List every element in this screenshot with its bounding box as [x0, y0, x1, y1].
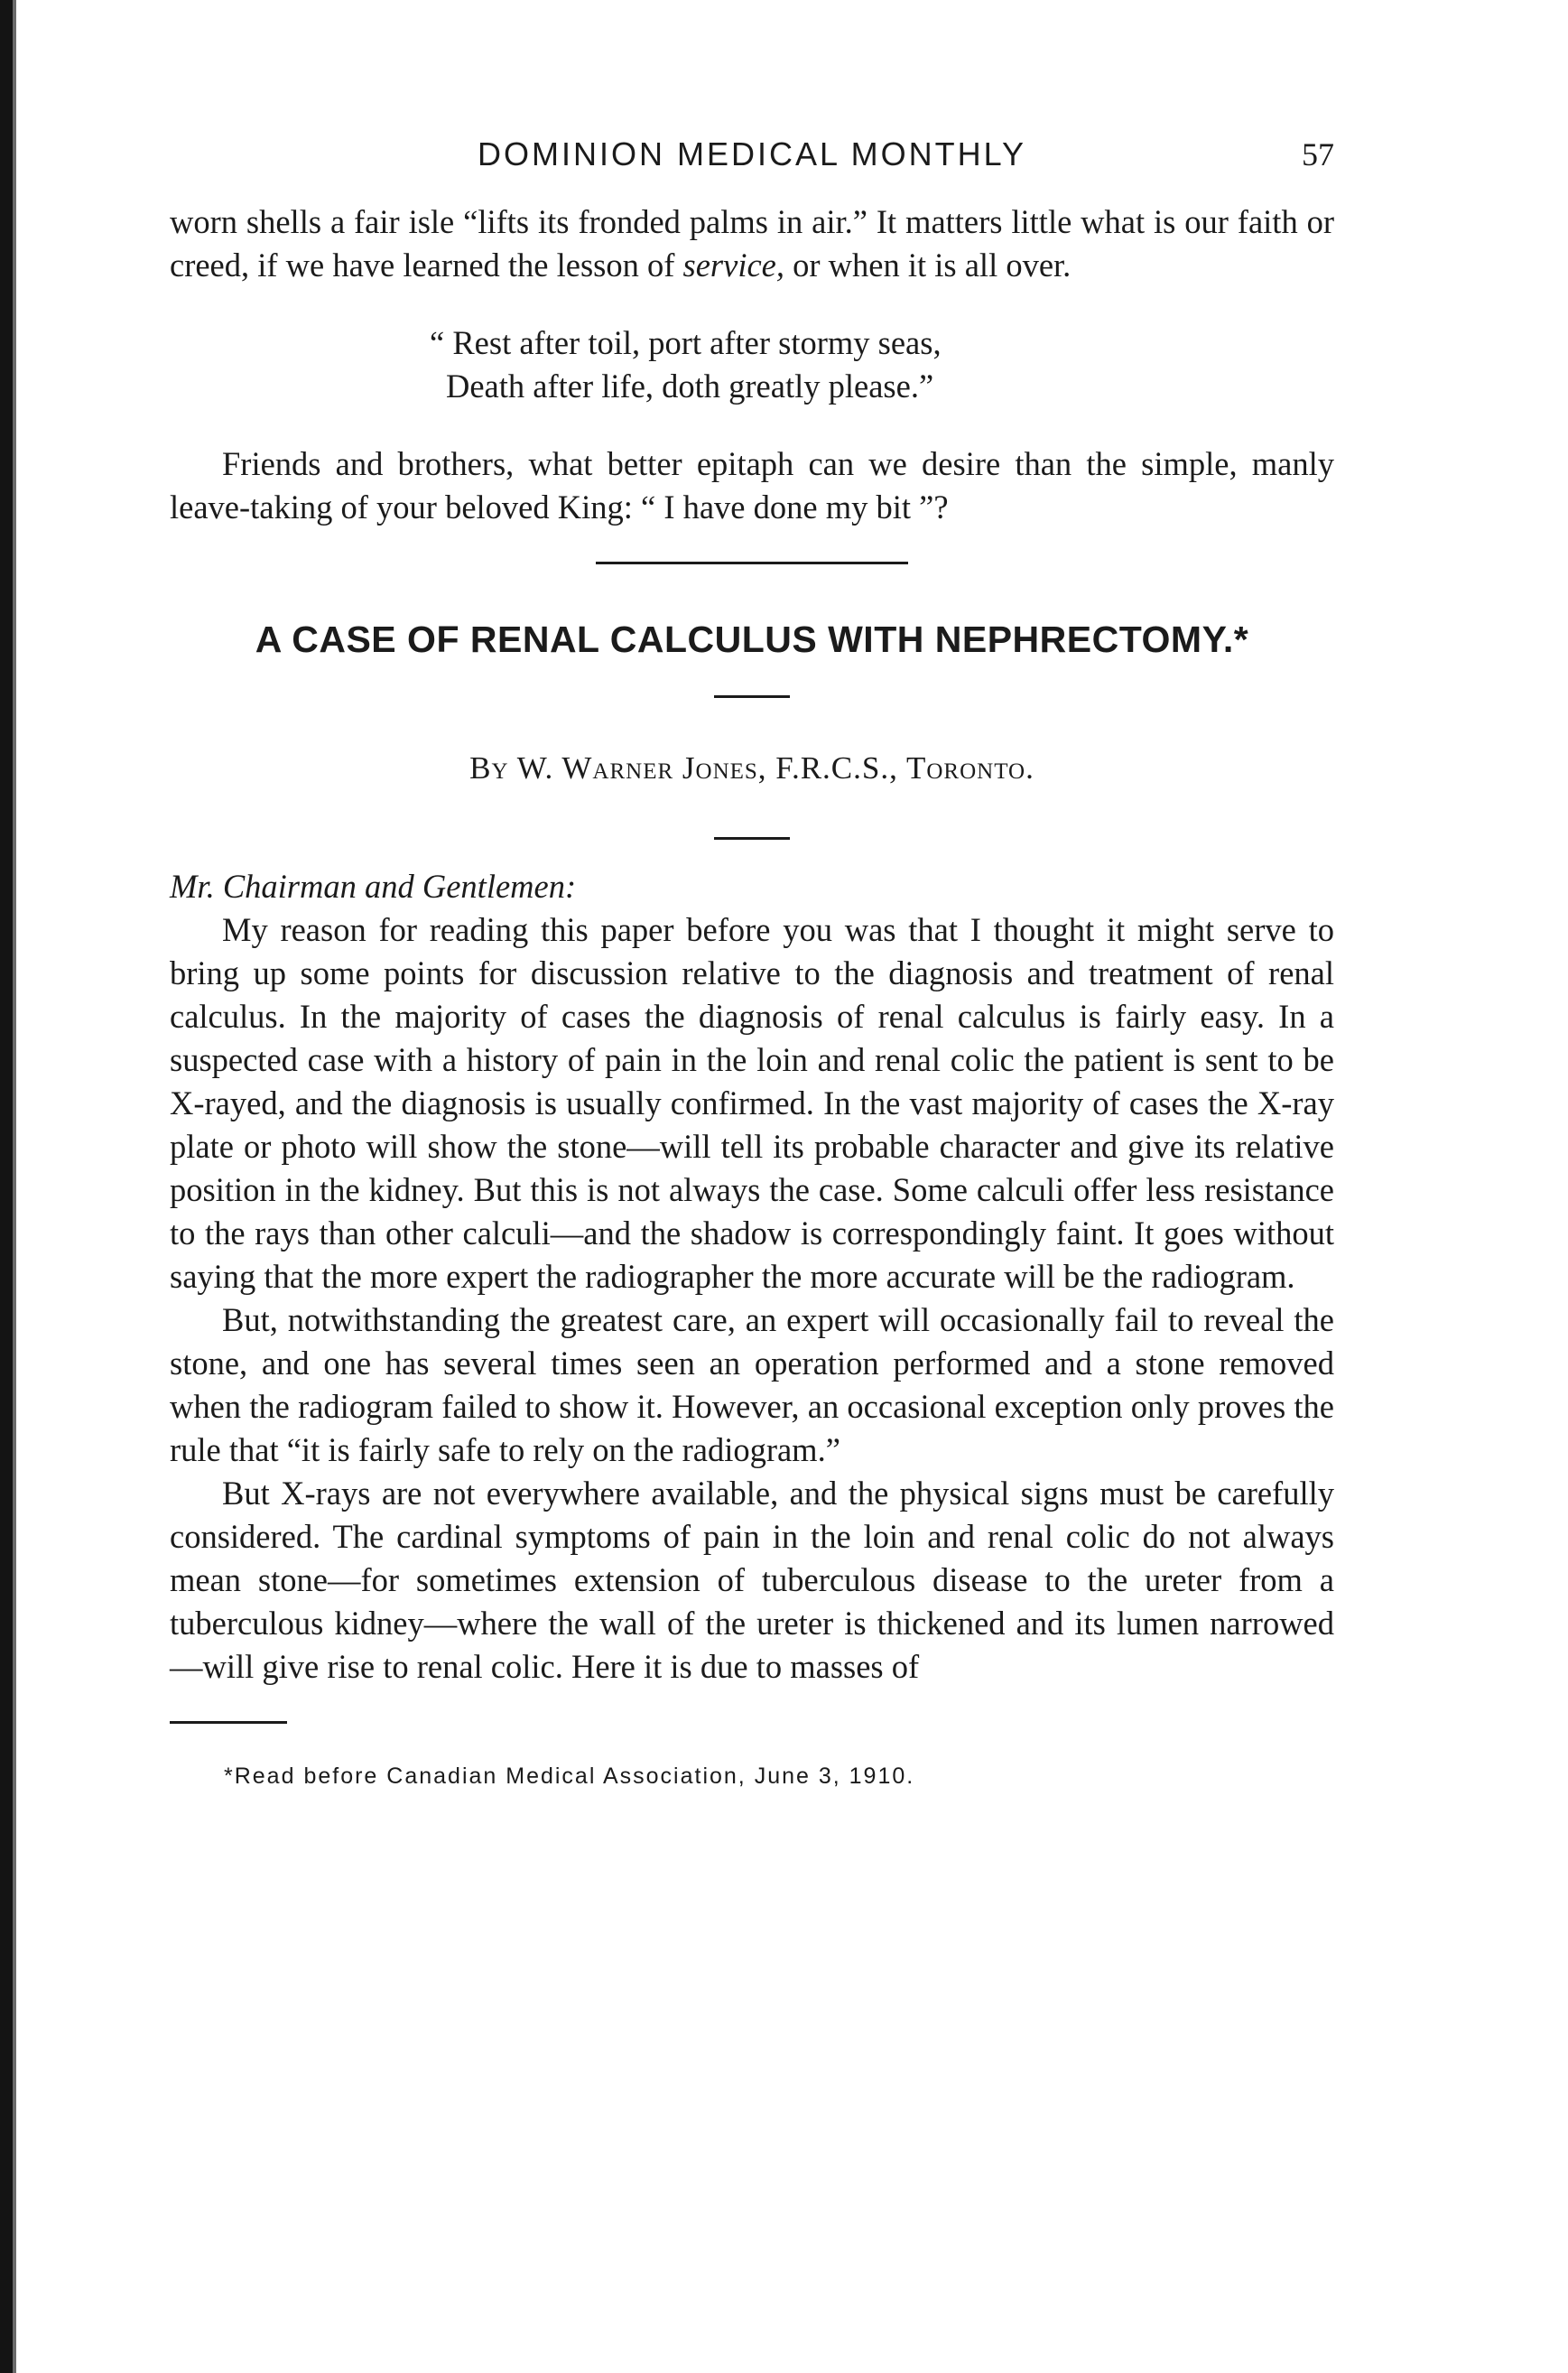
footnote: *Read before Canadian Medical Association, June 3, 1910.	[224, 1763, 915, 1789]
poem-line-2: Death after life, doth greatly please.”	[446, 368, 934, 405]
body-paragraph-3: But X-rays are not everywhere available, and the physical signs must be carefully considered. The cardinal symptoms of pain in the loin and renal colic do not always mean stone—for sometimes extension of tuberculous disease to the ureter from a tuberculous kidney—where the wall of the ureter is thickened and its lumen narrowed—will give rise to renal colic. Here it is due to masses of	[170, 1475, 1334, 1685]
section-divider	[596, 562, 908, 564]
body-paragraph-2: But, notwithstanding the greatest care, an expert will occasionally fail to reveal the stone, and one has several times seen an operation performed and a stone removed when the radiogram failed to show it. However, an occasional exception only proves the rule that “it is fairly safe to rely on the radiogram.”	[170, 1301, 1334, 1468]
salutation: Mr. Chairman and Gentlemen:	[170, 868, 577, 905]
footnote-divider	[170, 1721, 287, 1724]
document-page	[170, 135, 1334, 1790]
byline-divider	[714, 837, 790, 840]
intro-italic-service: service,	[682, 247, 785, 284]
page-binding-shadow	[13, 0, 16, 2373]
journal-title: DOMINION MEDICAL MONTHLY	[477, 135, 1027, 172]
intro-paragraph-2: Friends and brothers, what better epitaph can we desire than the simple, manly leave-taking of your beloved King: “ I have done my bit ”?	[170, 445, 1334, 526]
poem-quote	[430, 321, 1334, 408]
intro-paragraph-1	[170, 200, 1334, 287]
intro-text-1b: or when it is all over.	[784, 247, 1072, 284]
title-divider	[714, 695, 790, 698]
article-title: A CASE OF RENAL CALCULUS WITH NEPHRECTOMY.*	[255, 619, 1249, 660]
running-head	[170, 135, 1334, 181]
page-binding-edge	[0, 0, 13, 2373]
byline-text: By W. Warner Jones, F.R.C.S., Toronto.	[469, 750, 1035, 786]
body-paragraph-1: My reason for reading this paper before you was that I thought it might serve to bring up some points for discussion relative to the diagnosis and treatment of renal calculus. In the majority of cases the diagnosis of renal calculus is fairly easy. In a suspected case with a history of pain in the loin and renal colic the patient is sent to be X-rayed, and the diagnosis is usually confirmed. In the vast majority of cases the X-ray plate or photo will show the stone—will tell its probable character and give its relative position in the kidney. But this is not always the case. Some calculi offer less resistance to the rays than other calculi—and the shadow is correspondingly faint. It goes without saying that the more expert the radiographer the more accurate will be the radiogram.	[170, 911, 1334, 1295]
poem-line-1: “ Rest after toil, port after stormy seas,	[430, 324, 942, 361]
intro-text-1a: worn shells a fair isle “lifts its fronded palms in air.” It matters little what is our faith or creed, if we have learned the lesson of	[170, 203, 1334, 284]
page-number: 57	[1302, 136, 1334, 172]
article-byline	[170, 750, 1334, 786]
